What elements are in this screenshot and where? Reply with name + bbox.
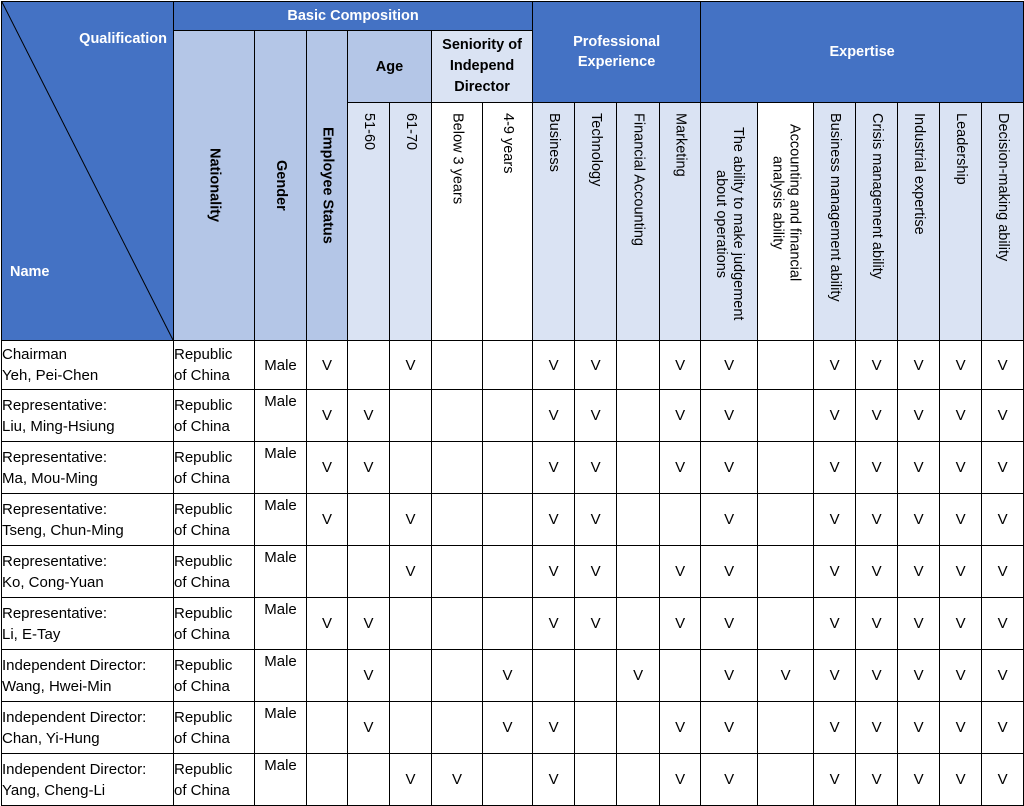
check-mark-cell: V [307, 598, 348, 650]
check-mark-cell [390, 598, 432, 650]
gender-header [255, 31, 307, 341]
check-mark-cell: V [701, 754, 758, 806]
check-mark-cell: V [660, 442, 701, 494]
check-mark-cell [307, 650, 348, 702]
check-mark-cell [575, 754, 617, 806]
header-corner [2, 2, 174, 341]
check-mark-cell [617, 442, 660, 494]
check-mark-cell [307, 546, 348, 598]
check-mark-cell: V [940, 546, 982, 598]
check-mark-cell: V [982, 598, 1024, 650]
director-name: Chan, Yi-Hung [2, 729, 100, 747]
check-mark-cell [432, 341, 483, 390]
gender-cell: Male [255, 702, 307, 754]
check-mark-cell [758, 442, 814, 494]
decision-making-label: Decision-making ability [995, 113, 1012, 262]
director-title: Representative: [2, 396, 108, 414]
director-name-cell [2, 341, 174, 390]
table-row [2, 598, 1024, 650]
check-mark-cell [483, 546, 533, 598]
diagonal-line [2, 2, 173, 340]
check-mark-cell: V [533, 702, 575, 754]
check-mark-cell: V [982, 341, 1024, 390]
check-mark-cell: V [701, 546, 758, 598]
industrial-label: Industrial expertise [911, 113, 928, 235]
gender-cell: Male [255, 341, 307, 390]
crisis-mgmt-header [856, 103, 898, 341]
nationality-line-1: Republic [174, 552, 233, 570]
check-mark-cell: V [898, 598, 940, 650]
check-mark-cell: V [701, 650, 758, 702]
check-mark-cell [307, 702, 348, 754]
check-mark-cell: V [701, 442, 758, 494]
check-mark-cell: V [856, 598, 898, 650]
check-mark-cell [758, 494, 814, 546]
director-title: Representative: [2, 448, 108, 466]
check-mark-cell: V [701, 494, 758, 546]
nationality-cell [174, 754, 255, 806]
check-mark-cell: V [575, 442, 617, 494]
check-mark-cell: V [533, 390, 575, 442]
nationality-line-1: Republic [174, 500, 233, 518]
director-name: Wang, Hwei-Min [2, 677, 112, 695]
check-mark-cell: V [307, 442, 348, 494]
director-name-cell [2, 702, 174, 754]
director-name-cell [2, 754, 174, 806]
nationality-cell [174, 598, 255, 650]
nationality-line-2: of China [174, 677, 230, 695]
gender-label: Gender [273, 160, 289, 211]
check-mark-cell [533, 650, 575, 702]
check-mark-cell [617, 546, 660, 598]
check-mark-cell: V [432, 754, 483, 806]
check-mark-cell: V [856, 702, 898, 754]
check-mark-cell: V [898, 442, 940, 494]
table-row [2, 341, 1024, 390]
table-row [2, 390, 1024, 442]
check-mark-cell: V [701, 702, 758, 754]
director-name-cell [2, 598, 174, 650]
check-mark-cell: V [856, 390, 898, 442]
check-mark-cell: V [940, 702, 982, 754]
check-mark-cell: V [982, 546, 1024, 598]
check-mark-cell [660, 494, 701, 546]
nationality-line-1: Republic [174, 760, 233, 778]
check-mark-cell: V [814, 390, 856, 442]
check-mark-cell: V [814, 442, 856, 494]
director-title: Representative: [2, 552, 108, 570]
director-title: Representative: [2, 500, 108, 518]
check-mark-cell [483, 442, 533, 494]
gender-cell: Male [255, 754, 307, 806]
check-mark-cell: V [982, 494, 1024, 546]
check-mark-cell: V [940, 754, 982, 806]
nationality-cell [174, 702, 255, 754]
accounting-analysis-header [758, 103, 814, 341]
check-mark-cell: V [575, 494, 617, 546]
nationality-line-2: of China [174, 417, 230, 435]
check-mark-cell: V [660, 390, 701, 442]
check-mark-cell: V [856, 442, 898, 494]
check-mark-cell [617, 598, 660, 650]
director-qualification-table [1, 1, 1024, 806]
director-title: Independent Director: [2, 656, 147, 674]
check-mark-cell [390, 702, 432, 754]
check-mark-cell: V [940, 442, 982, 494]
director-name: Tseng, Chun-Ming [2, 521, 124, 539]
check-mark-cell: V [575, 390, 617, 442]
technology-header [575, 103, 617, 341]
business-mgmt-label: Business management ability [827, 113, 844, 302]
check-mark-cell: V [982, 442, 1024, 494]
age-61-70-label: 61-70 [403, 113, 419, 151]
director-name: Yeh, Pei-Chen [2, 367, 99, 384]
financial-accounting-header [617, 103, 660, 341]
check-mark-cell: V [483, 702, 533, 754]
4-9-years-label: 4-9 years [500, 113, 517, 174]
accounting-analysis-label: Accounting and financial analysis ability [769, 124, 803, 282]
expertise-header: Expertise [701, 2, 1024, 103]
leadership-header [940, 103, 982, 341]
check-mark-cell [432, 598, 483, 650]
check-mark-cell [617, 754, 660, 806]
business-header [533, 103, 575, 341]
check-mark-cell [617, 390, 660, 442]
check-mark-cell: V [533, 754, 575, 806]
check-mark-cell: V [814, 598, 856, 650]
check-mark-cell [575, 650, 617, 702]
table-body [2, 341, 1024, 806]
director-title: Independent Director: [2, 708, 147, 726]
nationality-line-1: Republic [174, 448, 233, 466]
director-name-cell [2, 442, 174, 494]
director-name: Ma, Mou-Ming [2, 469, 98, 487]
check-mark-cell: V [575, 341, 617, 390]
check-mark-cell: V [814, 494, 856, 546]
nationality-cell [174, 494, 255, 546]
check-mark-cell: V [617, 650, 660, 702]
director-name: Ko, Cong-Yuan [2, 573, 104, 591]
nationality-cell [174, 546, 255, 598]
check-mark-cell: V [701, 341, 758, 390]
employee-status-label: Employee Status [319, 127, 336, 244]
seniority-header: Seniority of Independ Director [432, 31, 533, 103]
check-mark-cell: V [390, 494, 432, 546]
table-row [2, 702, 1024, 754]
below-3-years-label: Below 3 years [449, 113, 466, 205]
check-mark-cell: V [982, 650, 1024, 702]
marketing-header [660, 103, 701, 341]
check-mark-cell: V [814, 546, 856, 598]
check-mark-cell: V [575, 598, 617, 650]
gender-cell: Male [255, 494, 307, 546]
check-mark-cell [483, 754, 533, 806]
nationality-line-1: Republic [174, 708, 233, 726]
check-mark-cell [483, 390, 533, 442]
decision-making-header [982, 103, 1024, 341]
check-mark-cell: V [814, 650, 856, 702]
check-mark-cell: V [898, 650, 940, 702]
check-mark-cell: V [533, 546, 575, 598]
check-mark-cell: V [898, 754, 940, 806]
table-row [2, 546, 1024, 598]
check-mark-cell: V [307, 341, 348, 390]
nationality-line-2: of China [174, 781, 230, 799]
check-mark-cell [617, 702, 660, 754]
crisis-mgmt-label: Crisis management ability [869, 113, 886, 280]
below-3-years-header [432, 103, 483, 341]
check-mark-cell: V [701, 390, 758, 442]
check-mark-cell: V [348, 390, 390, 442]
gender-cell: Male [255, 650, 307, 702]
director-name: Liu, Ming-Hsiung [2, 417, 115, 435]
gender-cell: Male [255, 546, 307, 598]
check-mark-cell [758, 598, 814, 650]
director-name-cell [2, 546, 174, 598]
check-mark-cell: V [660, 754, 701, 806]
check-mark-cell: V [307, 390, 348, 442]
nationality-cell [174, 390, 255, 442]
check-mark-cell: V [660, 546, 701, 598]
check-mark-cell [390, 390, 432, 442]
nationality-line-1: Republic [174, 396, 233, 414]
check-mark-cell: V [701, 598, 758, 650]
4-9-years-header [483, 103, 533, 341]
check-mark-cell: V [982, 390, 1024, 442]
check-mark-cell: V [898, 390, 940, 442]
director-name-cell [2, 494, 174, 546]
check-mark-cell: V [533, 442, 575, 494]
check-mark-cell [432, 494, 483, 546]
check-mark-cell: V [660, 341, 701, 390]
check-mark-cell: V [856, 650, 898, 702]
check-mark-cell [307, 754, 348, 806]
check-mark-cell: V [348, 702, 390, 754]
director-title: Chairman [2, 346, 68, 363]
basic-composition-header: Basic Composition [174, 2, 533, 31]
nationality-line-2: of China [174, 521, 230, 539]
check-mark-cell: V [348, 598, 390, 650]
financial-accounting-label: Financial Accounting [630, 113, 647, 246]
age-51-60-label: 51-60 [361, 113, 377, 151]
nationality-line-1: Republic [174, 346, 233, 363]
check-mark-cell [348, 494, 390, 546]
table-row [2, 494, 1024, 546]
check-mark-cell: V [856, 754, 898, 806]
check-mark-cell: V [982, 754, 1024, 806]
check-mark-cell: V [660, 598, 701, 650]
professional-experience-header: Professional Experience [533, 2, 701, 103]
age-header: Age [348, 31, 432, 103]
check-mark-cell [348, 341, 390, 390]
nationality-cell [174, 442, 255, 494]
name-label: Name [10, 264, 50, 280]
check-mark-cell: V [758, 650, 814, 702]
check-mark-cell [432, 650, 483, 702]
nationality-line-2: of China [174, 625, 230, 643]
check-mark-cell: V [940, 650, 982, 702]
check-mark-cell: V [940, 598, 982, 650]
check-mark-cell: V [940, 341, 982, 390]
nationality-label: Nationality [206, 148, 223, 223]
check-mark-cell: V [940, 390, 982, 442]
table-row [2, 650, 1024, 702]
check-mark-cell: V [348, 442, 390, 494]
judgement-label: The ability to make judgement about operations [713, 127, 747, 321]
check-mark-cell [348, 546, 390, 598]
check-mark-cell: V [575, 546, 617, 598]
business-mgmt-header [814, 103, 856, 341]
check-mark-cell: V [483, 650, 533, 702]
check-mark-cell: V [307, 494, 348, 546]
check-mark-cell [432, 442, 483, 494]
marketing-label: Marketing [672, 113, 689, 177]
check-mark-cell [617, 494, 660, 546]
check-mark-cell: V [898, 546, 940, 598]
director-name-cell [2, 650, 174, 702]
employee-status-header [307, 31, 348, 341]
check-mark-cell: V [390, 546, 432, 598]
director-name: Li, E-Tay [2, 625, 61, 643]
check-mark-cell: V [533, 598, 575, 650]
director-title: Independent Director: [2, 760, 147, 778]
check-mark-cell: V [533, 494, 575, 546]
gender-cell: Male [255, 390, 307, 442]
nationality-cell [174, 341, 255, 390]
gender-cell: Male [255, 442, 307, 494]
table-row [2, 442, 1024, 494]
check-mark-cell: V [898, 702, 940, 754]
check-mark-cell: V [940, 494, 982, 546]
check-mark-cell [390, 650, 432, 702]
table-row [2, 754, 1024, 806]
check-mark-cell [758, 546, 814, 598]
age-51-60-header [348, 103, 390, 341]
gender-cell: Male [255, 598, 307, 650]
check-mark-cell [575, 702, 617, 754]
age-61-70-header [390, 103, 432, 341]
check-mark-cell [390, 442, 432, 494]
check-mark-cell: V [814, 754, 856, 806]
nationality-line-2: of China [174, 469, 230, 487]
check-mark-cell: V [982, 702, 1024, 754]
check-mark-cell [758, 390, 814, 442]
director-name-cell [2, 390, 174, 442]
check-mark-cell: V [856, 341, 898, 390]
check-mark-cell: V [856, 494, 898, 546]
check-mark-cell [758, 341, 814, 390]
check-mark-cell [758, 702, 814, 754]
nationality-line-2: of China [174, 729, 230, 747]
business-label: Business [546, 113, 563, 172]
check-mark-cell [483, 341, 533, 390]
check-mark-cell [660, 650, 701, 702]
industrial-header [898, 103, 940, 341]
check-mark-cell [758, 754, 814, 806]
nationality-line-2: of China [174, 573, 230, 591]
check-mark-cell: V [898, 494, 940, 546]
judgement-header [701, 103, 758, 341]
nationality-line-1: Republic [174, 604, 233, 622]
check-mark-cell [432, 546, 483, 598]
director-name: Yang, Cheng-Li [2, 781, 106, 799]
director-title: Representative: [2, 604, 108, 622]
check-mark-cell [617, 341, 660, 390]
leadership-label: Leadership [953, 113, 970, 185]
nationality-line-1: Republic [174, 656, 233, 674]
check-mark-cell: V [390, 341, 432, 390]
check-mark-cell: V [814, 702, 856, 754]
nationality-header [174, 31, 255, 341]
nationality-cell [174, 650, 255, 702]
technology-label: Technology [588, 113, 605, 187]
check-mark-cell [483, 494, 533, 546]
check-mark-cell: V [814, 341, 856, 390]
check-mark-cell: V [533, 341, 575, 390]
check-mark-cell [348, 754, 390, 806]
check-mark-cell: V [348, 650, 390, 702]
check-mark-cell [483, 598, 533, 650]
check-mark-cell: V [660, 702, 701, 754]
check-mark-cell: V [390, 754, 432, 806]
check-mark-cell: V [856, 546, 898, 598]
check-mark-cell: V [898, 341, 940, 390]
check-mark-cell [432, 390, 483, 442]
qualification-label: Qualification [79, 31, 167, 47]
nationality-line-2: of China [174, 367, 230, 384]
check-mark-cell [432, 702, 483, 754]
